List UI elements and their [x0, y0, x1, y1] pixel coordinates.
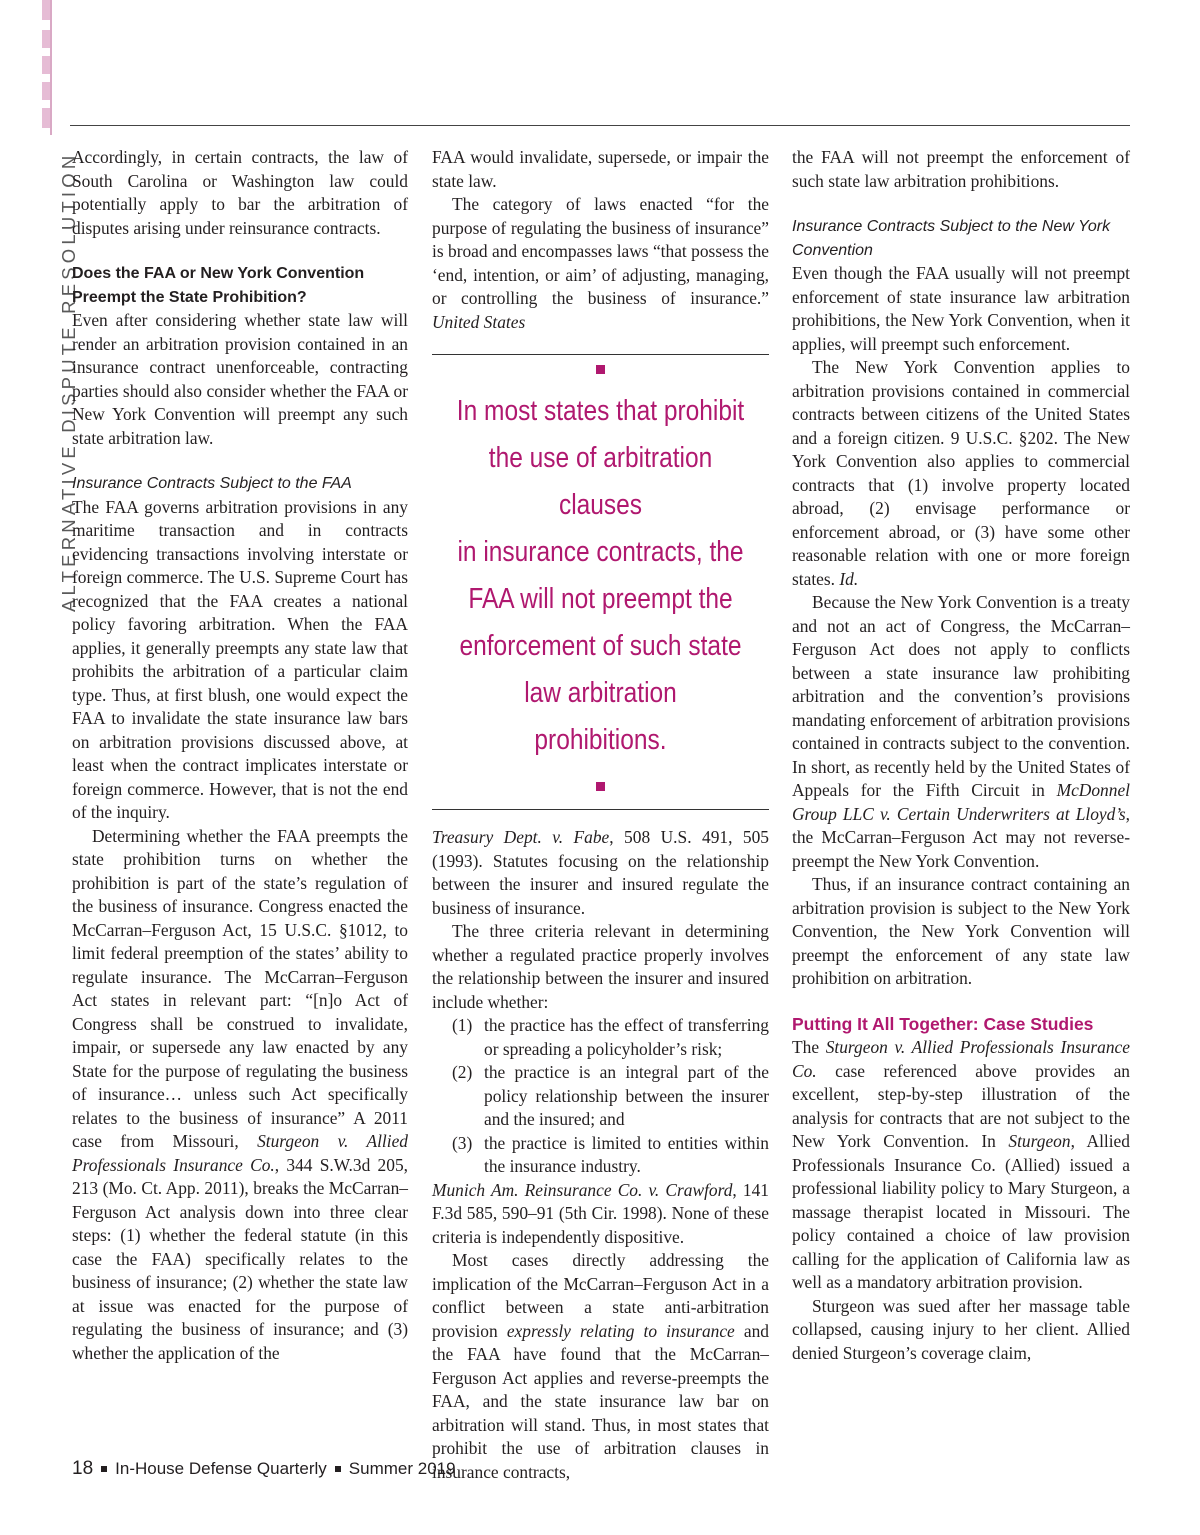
publication-name: In-House Defense Quarterly [115, 1459, 327, 1478]
emphasis: expressly relating to insurance [506, 1320, 735, 1341]
citation: Id. [839, 568, 859, 589]
paragraph: Even though the FAA usually will not preempt enforcement of state insurance law arbitration prohibitions, the New York Convention, when it applies, will preempt such enforcement. [792, 263, 1130, 354]
case-citation: Munich Am. Reinsurance Co. v. Crawford [432, 1179, 733, 1200]
case-citation: Sturgeon [1008, 1131, 1071, 1151]
list-text: the practice has the effect of transferring or spreading a policyholder’s risk; [484, 1015, 769, 1059]
text: case referenced above provides an excellent, step-by-step illustration of the analysis for contracts that are not subject to the New York Convention. In [792, 1060, 1130, 1151]
list-text: the practice is limited to entities within the insurance industry. [484, 1132, 769, 1176]
paragraph [432, 1179, 769, 1250]
text: , 508 U.S. 491, 505 (1993). Statutes focusing on the relationship between the insurer and insured regulate the business of insurance. [432, 827, 769, 918]
text: , the McCarran–Ferguson Act may not reverse-preempt the New York Convention. [792, 803, 1130, 871]
paragraph: The three criteria relevant in determining whether a regulated practice properly involves the relationship between the insurer and insured include whether: [432, 921, 769, 1012]
column-3 [792, 146, 1130, 1365]
section-label: ALTERNATIVE DISPUTE RESOLUTION [58, 151, 79, 612]
section-heading: Does the FAA or New York Convention Preempt the State Prohibition? [72, 265, 365, 306]
pullquote [432, 354, 769, 810]
issue-date: Summer 2019 [348, 1459, 456, 1478]
list-item [432, 1061, 769, 1132]
text: , Allied Professionals Insurance Co. (Allied) issued a professional liability policy to Mary Sturgeon, a massage therapist located in Missouri. The policy contained a choice of law provision calling for the application of California law as well as a mandatory arbitration provision. [792, 1131, 1130, 1292]
text: The New York Convention applies to arbitration provisions contained in commercial contracts between citizens of the United States and a foreign citizen. 9 U.S.C. §202. The New York Convention also applies to commercial contracts that (1) involve property located abroad, (2) envisage performance or enforcement abroad, or (3) have some other reasonable relation with one or more foreign states. [792, 357, 1130, 589]
sidebar-accent-bar [42, 0, 50, 135]
sidebar-accent-line [50, 0, 52, 135]
paragraph [72, 825, 408, 1366]
paragraph: Sturgeon was sued after her massage table collapsed, causing injury to her client. Allied denied Sturgeon’s coverage claim, [792, 1295, 1130, 1363]
case-citation: United States [432, 311, 526, 332]
text: Because the New York Convention is a treaty and not an act of Congress, the McCarran–Ferguson Act does not apply to conflicts between a state insurance law prohibiting arbitration and the convention’s provisions mandating enforcement of arbitration provisions contained in contracts subject to the convention. In short, as recently held by the United States of Appeals for the Fifth Circuit in [792, 592, 1130, 800]
square-bullet-icon [596, 782, 605, 791]
text: , 344 S.W.3d 205, 213 (Mo. Ct. App. 2011), breaks the McCarran–Ferguson Act analysis down into three clear steps: (1) whether the federal statute (in this case the FAA) specifically relates to the business of insurance; (2) whether the state law at issue was enacted for the purpose of regulating the business of insurance; and (3) whether the application of the [72, 1154, 408, 1363]
square-bullet-icon [596, 365, 605, 374]
paragraph [792, 1036, 1130, 1295]
square-bullet-icon [101, 1466, 107, 1472]
page-footer [72, 1458, 456, 1480]
paragraph: The FAA governs arbitration provisions in any maritime transaction and in contracts evidencing transactions involving interstate or foreign commerce. The U.S. Supreme Court has recognized that the FAA creates a national policy favoring arbitration. When the FAA applies, it generally preempts any state law that prohibits the arbitration of a particular claim type. Thus, at first blush, one would expect the FAA to invalidate the state insurance law bars on arbitration provisions discussed above, at least when the contract implicates interstate or foreign commerce. However, that is not the end of the inquiry. [72, 496, 408, 822]
pullquote-rule-top [432, 354, 769, 355]
case-citation: Treasury Dept. v. Fabe [432, 827, 610, 847]
subsection-heading: Insurance Contracts Subject to the FAA [72, 475, 352, 492]
paragraph [432, 1249, 769, 1484]
pullquote-text: In most states that prohibit the use of arbitration clauses in insurance contracts, the FAA will not preempt the enforcement of such state law arbitration prohibitions. [456, 395, 745, 756]
paragraph: FAA would invalidate, supersede, or impair the state law. [432, 147, 769, 191]
paragraph [792, 591, 1130, 873]
pullquote-rule-bottom [432, 809, 769, 810]
text: and the FAA have found that the McCarran–Ferguson Act applies and reverse-preempts the FAA, and the state insurance law bar on arbitration will stand. Thus, in most states that prohibit the use of arbitration clauses in insurance contracts, [432, 1320, 770, 1482]
paragraph: Thus, if an insurance contract containing an arbitration provision is subject to the New York Convention, the New York Convention will preempt the enforcement of any state law prohibition on arbitration. [792, 874, 1130, 988]
text: Determining whether the FAA preempts the state prohibition turns on whether the prohibition is part of the state’s regulation of the business of insurance. Congress enacted the McCarran–Ferguson Act, 15 U.S.C. §1012, to limit federal preemption of the states’ ability to regulate insurance. The McCarran–Ferguson Act states in relevant part: “[n]o Act of Congress shall be construed to invalidate, impair, or supersede any law enacted by any State for the purpose of regulating the business of insurance… unless such Act specifically relates to the business of insurance” A 2011 case from Missouri, [72, 825, 408, 1151]
column-2 [432, 146, 769, 1484]
section-heading: Putting It All Together: Case Studies [792, 1013, 1094, 1034]
paragraph [432, 193, 769, 334]
square-bullet-icon [335, 1466, 341, 1472]
text: The category of laws enacted “for the purpose of regulating the business of insurance” is broad and encompasses laws “that possess the ‘end, intention, or aim’ of adjusting, managing, or controlling the business of insurance.” [432, 194, 769, 308]
list-number: (1) [452, 1015, 473, 1035]
case-citation: Sturgeon v. Allied Professionals Insurance Co. [72, 1131, 408, 1175]
case-citation: McDonnel Group LLC v. Certain Underwriters at Lloyd’s [792, 780, 1130, 824]
paragraph [432, 826, 769, 920]
list-text: the practice is an integral part of the policy relationship between the insurer and the insured; and [484, 1062, 769, 1129]
list-item [432, 1132, 769, 1179]
page-number: 18 [72, 1458, 94, 1479]
list-number: (2) [452, 1062, 473, 1082]
case-citation: Sturgeon v. Allied Professionals Insurance Co. [792, 1037, 1130, 1081]
text: Most cases directly addressing the implication of the McCarran–Ferguson Act in a conflict between a state anti-arbitration provision [432, 1250, 769, 1341]
column-1 [72, 146, 408, 1365]
text: The [792, 1037, 826, 1057]
paragraph: the FAA will not preempt the enforcement of such state law arbitration prohibitions. [792, 147, 1130, 191]
text: , 141 F.3d 585, 590–91 (5th Cir. 1998). None of these criteria is independently dispositive. [432, 1179, 769, 1247]
criteria-list [432, 1014, 769, 1179]
paragraph: Accordingly, in certain contracts, the law of South Carolina or Washington law could potentially apply to bar the arbitration of disputes arising under reinsurance contracts. [72, 147, 408, 238]
subsection-heading: Insurance Contracts Subject to the New York Convention [792, 218, 1111, 259]
paragraph: Even after considering whether state law will render an arbitration provision contained in an insurance contract unenforceable, contracting parties should also consider whether the FAA or New York Convention will preempt any such state arbitration law. [72, 310, 408, 448]
list-number: (3) [452, 1132, 473, 1153]
paragraph [792, 356, 1130, 591]
list-item [432, 1014, 769, 1061]
top-rule [70, 125, 1130, 126]
